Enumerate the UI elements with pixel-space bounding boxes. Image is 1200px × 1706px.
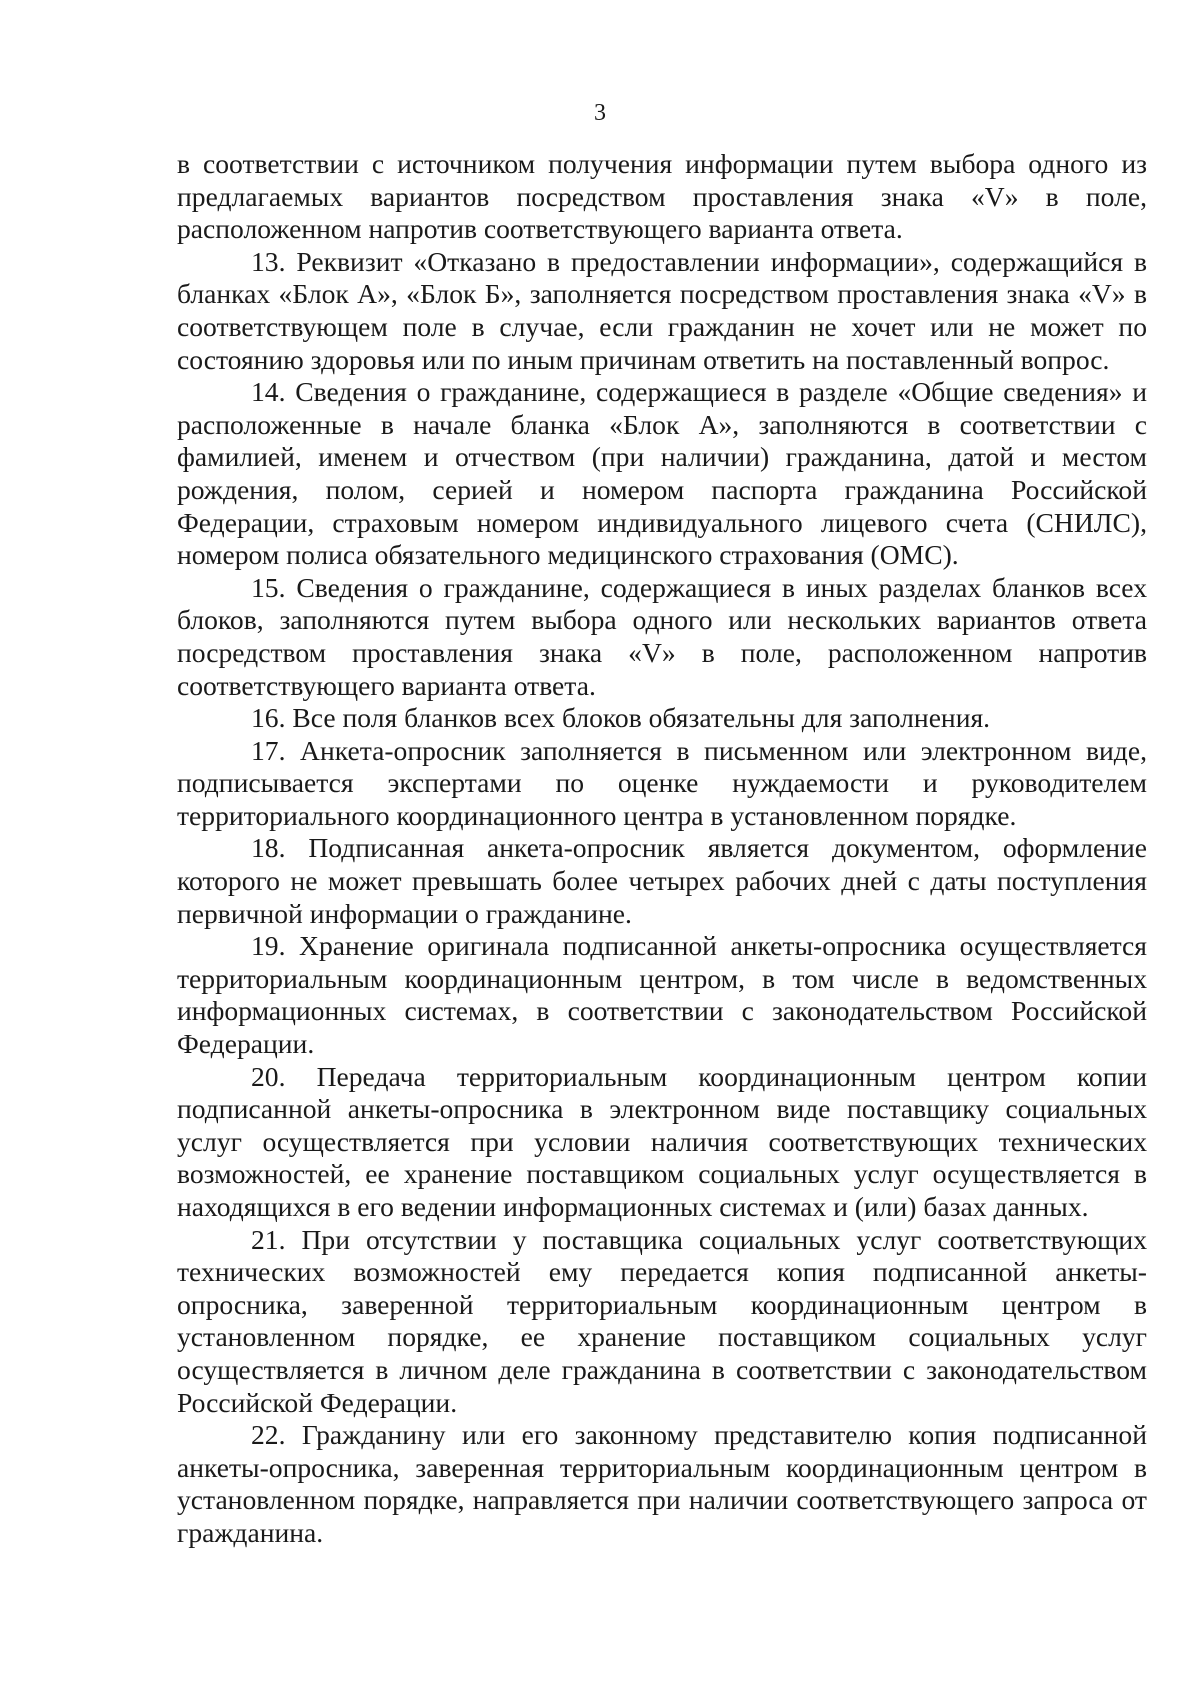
- page-number: 3: [594, 100, 606, 126]
- document-body: [177, 148, 1147, 1550]
- paragraph-17: 17. Анкета-опросник заполняется в письменном или электронном виде, подписывается экспертами по оценке нуждаемости и руководителем территориального координационного центра в установленном порядке.: [177, 734, 1147, 831]
- paragraph-15: 15. Сведения о гражданине, содержащиеся в иных разделах бланков всех блоков, заполняются путем выбора одного или нескольких вариантов ответа посредством проставления знака «V» в поле, расположенном напротив соответствующего варианта ответа.: [177, 571, 1147, 701]
- paragraph-21: 21. При отсутствии у поставщика социальных услуг соответствующих технических возможностей ему передается копия подписанной анкеты-опросника, заверенной территориальным координационным центром в установленном порядке, ее хранение поставщиком социальных услуг осуществляется в личном деле гражданина в соответствии с законодательством Российской Федерации.: [177, 1223, 1147, 1418]
- paragraph-20: 20. Передача территориальным координационным центром копии подписанной анкеты-опросника в электронном виде поставщику социальных услуг осуществляется при условии наличия соответствующих технических возможностей, ее хранение поставщиком социальных услуг осуществляется в находящихся в его ведении информационных системах и (или) базах данных.: [177, 1060, 1147, 1222]
- paragraph-16: 16. Все поля бланков всех блоков обязательны для заполнения.: [251, 702, 991, 734]
- paragraph-19: 19. Хранение оригинала подписанной анкеты-опросника осуществляется территориальным координационным центром, в том числе в ведомственных информационных системах, в соответствии с законодательством Российской Федерации.: [177, 930, 1147, 1060]
- paragraph-14: 14. Сведения о гражданине, содержащиеся в разделе «Общие сведения» и расположенные в начале бланка «Блок А», заполняются в соответствии с фамилией, именем и отчеством (при наличии) гражданина, датой и местом рождения, полом, серией и номером паспорта гражданина Российской Федерации, страховым номером индивидуального лицевого счета (СНИЛС), номером полиса обязательного медицинского страхования (ОМС).: [177, 376, 1147, 571]
- paragraph-18: 18. Подписанная анкета-опросник является документом, оформление которого не может превышать более четырех рабочих дней с даты поступления первичной информации о гражданине.: [177, 832, 1147, 929]
- paragraph-continuation: в соответствии с источником получения информации путем выбора одного из предлагаемых вариантов посредством проставления знака «V» в поле, расположенном напротив соответствующего варианта ответа.: [177, 148, 1147, 245]
- paragraph-22: 22. Гражданину или его законному представителю копия подписанной анкеты-опросника, заверенная территориальным координационным центром в установленном порядке, направляется при наличии соответствующего запроса от гражданина.: [177, 1419, 1147, 1548]
- paragraph-13: 13. Реквизит «Отказано в предоставлении информации», содержащийся в бланках «Блок А», «Блок Б», заполняется посредством проставления знака «V» в соответствующем поле в случае, если гражданин не хочет или не может по состоянию здоровья или по иным причинам ответить на поставленный вопрос.: [177, 245, 1147, 375]
